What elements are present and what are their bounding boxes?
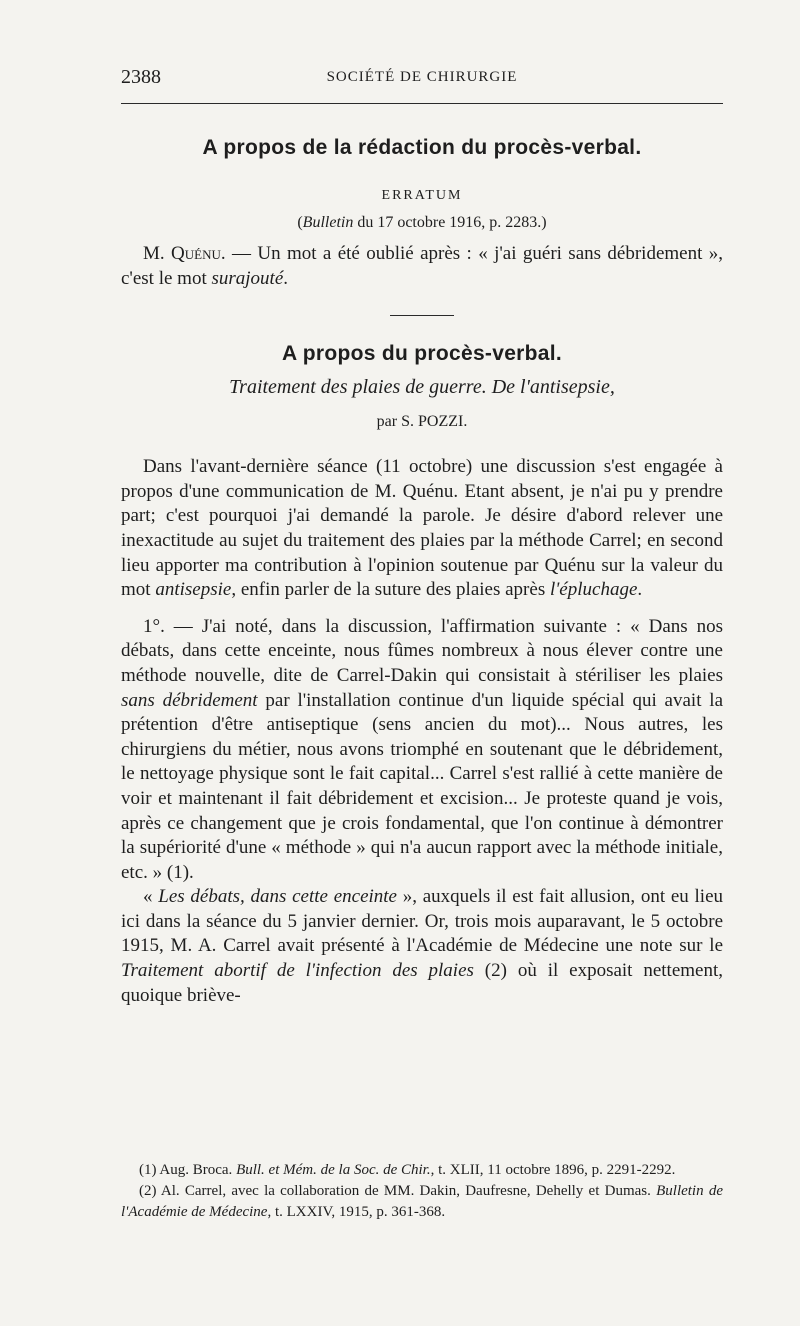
page-number: 2388 (121, 66, 161, 88)
main-content (121, 136, 723, 1008)
section-divider (390, 315, 454, 316)
footnote-1: (1) Aug. Broca. Bull. et Mém. de la Soc. de Chir., t. XLII, 11 octobre 1896, p. 2291-2292. (139, 1162, 676, 1178)
erratum-label: ERRATUM (381, 188, 463, 203)
section1-title: A propos de la rédaction du procès-verbal. (202, 136, 642, 159)
speaker-name: M. Quénu. (143, 243, 226, 264)
author-byline: par S. POZZI. (376, 413, 468, 431)
section2-title: A propos du procès-verbal. (281, 342, 563, 366)
erratum-text: M. Quénu. — Un mot a été oublié après : « j'ai guéri sans débridement », c'est le mot surajouté. (121, 243, 723, 289)
ref-details: du 17 octobre 1916, p. 2283.) (353, 214, 547, 231)
ref-open: ( (297, 214, 303, 231)
journal-title: SOCIÉTÉ DE CHIRURGIE (326, 69, 518, 85)
footnote-2: (2) Al. Carrel, avec la collaboration de MM. Dakin, Daufresne, Dehelly et Dumas. Bulletin de l'Académie de Médecine, t. LXXIV, 1915, p. 361-368. (121, 1183, 723, 1220)
paragraph-2: 1°. — J'ai noté, dans la discussion, l'affirmation suivante : « Dans nos débats, dans cette enceinte, nous fûmes nombreux à nous élever contre une méthode nouvelle, dite de Carrel-Dakin qui consistait à stériliser les plaies sans débridement par l'installation continue d'un liquide spécial qui avait la prétention d'être antiseptique (sens ancien du mot)... Nous autres, les chirurgiens du métier, nous avons triomphé en soutenant que le débridement, le nettoyage physique sont le fait capital... Carrel s'est rallié à cette manière de voir et maintenant il fait débridement et excision... Je proteste quand je vois, après ce changement que je crois fondamental, que l'on continue à démontrer la supériorité d'une « méthode » qui n'a aucun rapport avec la méthode initiale, etc. » (1). (121, 615, 723, 883)
paragraph-1: Dans l'avant-dernière séance (11 octobre) une discussion s'est engagée à propos d'une communication de M. Quénu. Etant absent, je n'ai pu y prendre part; c'est pourquoi j'ai demandé la parole. Je désire d'abord relever une inexactitude au sujet du traitement des plaies par la méthode Carrel; en second lieu apporter ma contribution à l'opinion soutenue par Quénu sur la valeur du mot antisepsie, enfin parler de la suture des plaies après l'épluchage. (121, 456, 723, 601)
erratum-reference (121, 214, 723, 232)
footnotes (121, 1160, 723, 1223)
running-head (121, 66, 723, 90)
header-rule (121, 103, 723, 104)
section2-subtitle: Traitement des plaies de guerre. De l'antisepsie, (229, 376, 615, 399)
ref-bulletin: Bulletin (302, 214, 354, 231)
paragraph-3: « Les débats, dans cette enceinte », auxquels il est fait allusion, ont eu lieu ici dans la séance du 5 janvier dernier. Or, trois mois auparavant, le 5 octobre 1915, M. A. Carrel avait présenté à l'Académie de Médecine une note sur le Traitement abortif de l'infection des plaies (2) où il exposait nettement, quoique briève- (121, 886, 724, 1006)
